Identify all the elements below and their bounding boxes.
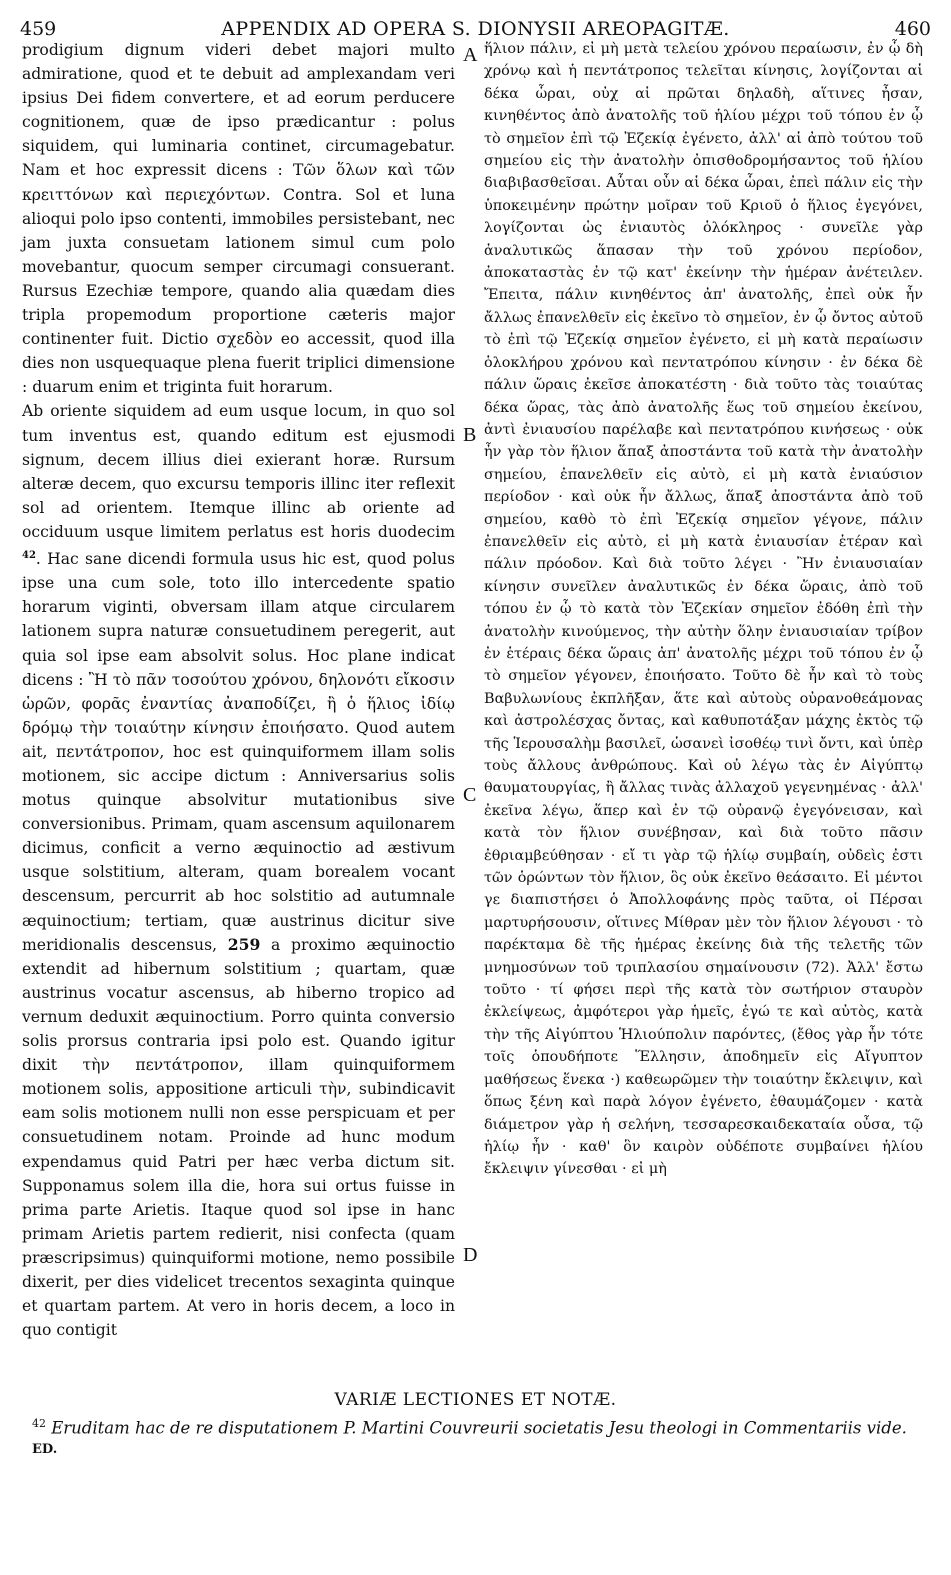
latin-paragraph-2c: a proximo æquinoctio extendit ad hibernum solstitium ; quartam, quæ austrinus vocatur ascensus, ab hiberno tropico ad vernum deduxit æquinoctium. Porro quinta conversio solis prorsus contraria ipsi polo est. Quando igitur dixit τὴν πεντάτροπον, illam quinquiformem motionem solis, appositione articuli τὴν, subindicavit eam solis motionem nulli non esse perspicuam et per consuetudinem notam. Proinde ad hunc modum expendamus quid Patri per hæc verba dictum sit. Supponamus solem illa die, hora sui ortus fuisse in prima parte Arietis. Itaque quod sol ipse in hanc primam Arietis partem redierit, nisi confecta (quam præscripsimus) quinquiformi motione, nemo possibile dixerit, per dies videlicet trecentos sexaginta quinque et quartam partem. At vero in horis decem, a loco in quo contigit — [22, 935, 455, 1340]
column-number: 259 — [227, 934, 261, 954]
greek-column — [484, 38, 923, 1181]
page-number-left: 459 — [20, 18, 57, 40]
footnote-text: Eruditam hac de re disputationem P. Martini Couvreurii societatis Jesu theologi in Commentariis vide. — [51, 1418, 907, 1438]
running-title: APPENDIX AD OPERA S. DIONYSII AREOPAGITÆ. — [221, 18, 730, 40]
latin-paragraph-2a: Ab oriente siquidem ad eum usque locum, in quo sol tum inventus est, quando editum est ejusmodi signum, decem illius diei exierant horæ. Rursum alteræ decem, quo excursu temporis illinc iter reflexit sol ad orientem. Itemque illinc ab oriente ad occiduum usque limitem perlatus est horis duodecim — [22, 402, 455, 541]
notes-heading: VARIÆ LECTIONES ET NOTÆ. — [334, 1390, 617, 1410]
margin-marker-b: B — [463, 424, 477, 446]
greek-text: ἥλιον πάλιν, εἰ μὴ μετὰ τελείου χρόνου περαίωσιν, ἐν ᾧ δὴ χρόνῳ καὶ ἡ πεντάτροπος τελεῖται κίνησις, λογίζονται αἱ δέκα ὧραι, οὐχ αἱ πρῶται δηλαδὴ, αἵτινες ἦσαν, κινηθέντος ἀπὸ ἀνατολῆς τοῦ ἡλίου μέχρι τοῦ τόπου ἐν ᾧ τὸ σημεῖον ἐπὶ τῷ Ἐζεκίᾳ ἐγένετο, ἀλλ' αἱ ἀπὸ τούτου τοῦ σημείου εἰς τὴν ἀνατολὴν ὀπισθοδρομήσαντος τοῦ ἡλίου διαβιβασθεῖσαι. Αὗται οὖν αἱ δέκα ὧραι, ἐπεὶ πάλιν εἰς τὴν ὑποκειμένην πρώτην μοῖραν τοῦ Κριοῦ ὁ ἥλιος ἐγεγόνει, λογίζονται ὡς ἐνιαυτὸς ὁλόκληρος · συνεῖλε γὰρ ἀναλυτικῶς ἅπασαν τὴν τοῦ χρόνου περίοδον, ἀποκαταστὰς ἐν τῷ κατ' ἐκείνην τὴν ἡμέραν ἀνέτειλεν. Ἔπειτα, πάλιν κινηθέντος ἀπ' ἀνατολῆς, ἐπεὶ οὐκ ἦν ἄλλως ἐπανελθεῖν εἰς ἐκεῖνο τὸ σημεῖον, ἐν ᾧ ὄντος αὐτοῦ τὸ ἐπὶ τῷ Ἐζεκίᾳ σημεῖον ἐγένετο, εἰ μὴ κατὰ περαίωσιν ὁλοκλήρου χρόνου καὶ πεντατρόπου κίνησιν · ἐν δέκα δὲ πάλιν ὥραις ἐκεῖσε ἀποκατέστη · διὰ τοῦτο τὰς τοιαύτας δέκα ὥρας, τὰς ἀπὸ ἀνατολῆς ἕως τοῦ σημείου ἐκείνου, ἀντὶ ἐνιαυσίου παρέλαβε καὶ πεντατρόπου κινήσεως · οὐκ ἦν γὰρ τὸν ἥλιον ἅπαξ ἀποστάντα τοῦ κατὰ τὴν ἀνατολὴν σημείου, ἐπανελθεῖν εἰς αὐτὸ, εἰ μὴ κατὰ ἐνιαύσιον περίοδον · καὶ οὐκ ἦν ἄλλως, ἅπαξ ἀποστάντα ἀπὸ τοῦ σημείου, καθὸ τὸ ἐπὶ Ἐζεκίᾳ σημεῖον γέγονε, πάλιν ἐπανελθεῖν εἰς αὐτὸ, εἰ μὴ κατὰ ἐνιαυσίαν ἑτέραν καὶ πάλιν πρόοδον. Καὶ διὰ τοῦτο λέγει · Ἢν ἐνιαυσιαίαν κίνησιν συνεῖλεν ἀναλυτικῶς ἐν δέκα ὥραις, ἀπὸ τοῦ τόπου ἐν ᾧ τὸ κατὰ τὸν Ἐζεκίαν σημεῖον ἐδόθη ἐπὶ τὴν ἀνατολὴν κινούμενος, τὴν αὐτὴν ὅλην ἐνιαυσιαίαν τρίβον ἐν ἑτέραις δέκα ὥραις ἀπ' ἀνατολῆς μέχρι τοῦ τόπου ἐν ᾧ τὸ σημεῖον γέγονεν, ἐποιήσατο. Τοῦτο δὲ ἦν καὶ τὸ τοὺς Βαβυλωνίους ἐκπλῆξαν, ἅτε καὶ αὐτοὺς οὐρανοθεάμονας καὶ ἀστρολέσχας ὄντας, καὶ καθυποτάξαν μάχης ἐκτὸς τῷ τῆς Ἱερουσαλὴμ βασιλεῖ, ὡσανεὶ ἰσοθέῳ τινὶ ὄντι, καὶ ὑπὲρ τοὺς ἄλλους ἀνθρώπους. Καὶ οὐ λέγω τὰς ἐν Αἰγύπτῳ θαυματουργίας, ἢ ἄλλας τινὰς ἀλλαχοῦ γεγενημένας · ἀλλ' ἐκεῖνα λέγω, ἅπερ καὶ ἐν τῷ οὐρανῷ ἐγεγόνεισαν, καὶ κατὰ τὸν ἥλιον συνέβησαν, καὶ διὰ τοῦτο πᾶσιν ἐθριαμβεύθησαν · εἴ τι γὰρ τῷ ἡλίῳ συμβαίη, οὐδεὶς ἐστι τῶν ὁρώντων τὸν ἥλιον, ὃς οὐκ ἐκεῖνο θεάσαιτο. Εἰ μέντοι γε διαπιστήσει ὁ Ἀπολλοφάνης πρὸς ταῦτα, οἱ Πέρσαι μαρτυρήσουσιν, οἵτινες Μίθραν μὲν τὸν ἥλιον λέγουσι · τὸ παρέκταμα δὲ τῆς ἡμέρας ἐκείνης διὰ τῆς τελετῆς τῶν μνημοσύνων τοῦ τριπλασίου σημαίνουσιν (72). Ἀλλ' ἔστω τοῦτο · τί φήσει περὶ τῆς κατὰ τὸν σωτήριον σταυρὸν ἐκλείψεως, ἀμφότεροι γὰρ ἡμεῖς, ἐγώ τε καὶ αὐτὸς, κατὰ τὴν τῆς Αἰγύπτου Ἡλιούπολιν παρόντες, (ἔθος γὰρ ἦν τότε τοῖς ὁπουδήποτε Ἕλλησιν, ἀποδημεῖν εἰς Αἴγυπτον μαθήσεως ἕνεκα ·) καθεωρῶμεν τὴν τοιαύτην ἔκλειψιν, καὶ ὅπως ξένη καὶ παρὰ λόγον ἐγένετο, ἐθαυμάζομεν · κατὰ διάμετρον γὰρ ἡ σελήνη, τεσσαρεσκαιδεκαταία οὖσα, τῷ ἡλίῳ ἦν · καθ' ὃν καιρὸν οὐδέποτε συμβαίνει ἡλίου ἔκλειψιν γίνεσθαι · εἰ μὴ — [484, 41, 923, 1178]
latin-paragraph-2 — [22, 399, 455, 1342]
latin-paragraph-2b: . Hac sane dicendi formula usus hic est, quod polus ipse una cum sole, toto illo intercedente spatio horarum viginti, obversam illam atque circularem lationem supra naturæ consuetudinem peregerit, aut quia sol ipse eam absolvit solus. Hoc plane indicat dicens : Ἢ τὸ πᾶν τοσούτου χρόνου, δηλονότι εἴκοσιν ὡρῶν, φορᾶς ἐναντίας ἀναποδίζει, ἢ ὁ ἥλιος ἰδίῳ δρόμῳ τὴν τοιαύτην κίνησιν ἐποιήσατο. Quod autem ait, πεντάτροπον, hoc est quinquiformem illam solis motionem, sic accipe dictum : Anniversarius solis motus quinque absolvitur mutationibus sive conversionibus. Primam, quam ascensum aquilonarem dicimus, conficit a verno æquinoctio ad æstivum usque solstitium, alteram, quam borealem vocant descensum, percurrit ab hoc solstitio ad autumnale æquinoctium; tertiam, quæ austrinus dicitur sive meridionalis descensus, — [22, 550, 455, 954]
margin-marker-c: C — [463, 784, 477, 806]
margin-marker-a: A — [463, 44, 478, 66]
latin-column — [22, 38, 455, 1342]
footnote — [32, 1417, 932, 1457]
latin-paragraph-1: prodigium dignum videri debet majori multo admiratione, quod et te debuit ad amplexandam veri ipsius Dei fidem convertere, et ad eorum perducere cognitionem, quæ de ipso prædicantur : polus siquidem, qui luminaria continet, circumagebatur. Nam et hoc expressit dicens : Τῶν ὅλων καὶ τῶν κρειττόνων καὶ περιεχόντων. Contra. Sol et luna alioqui polo ipso contenti, immobiles persistebant, nec jam juxta consuetam lationem simul cum polo movebantur, quocum semper circumagi consuerant. Rursus Ezechiæ tempore, quando alia quædam dies tripla propemodum proportione cæteris major continenter fuit. Dictio σχεδὸν eo accessit, quod illa dies non usquequaque plena fuerit triplici dimensione : duarum enim et triginta fuit horarum. — [22, 41, 455, 397]
editor-mark: ED. — [32, 1441, 58, 1457]
margin-marker-d: D — [463, 1244, 478, 1266]
page-number-right: 460 — [894, 18, 931, 40]
footnote-number: 42 — [32, 1417, 46, 1430]
footnote-reference: 42 — [22, 549, 36, 561]
